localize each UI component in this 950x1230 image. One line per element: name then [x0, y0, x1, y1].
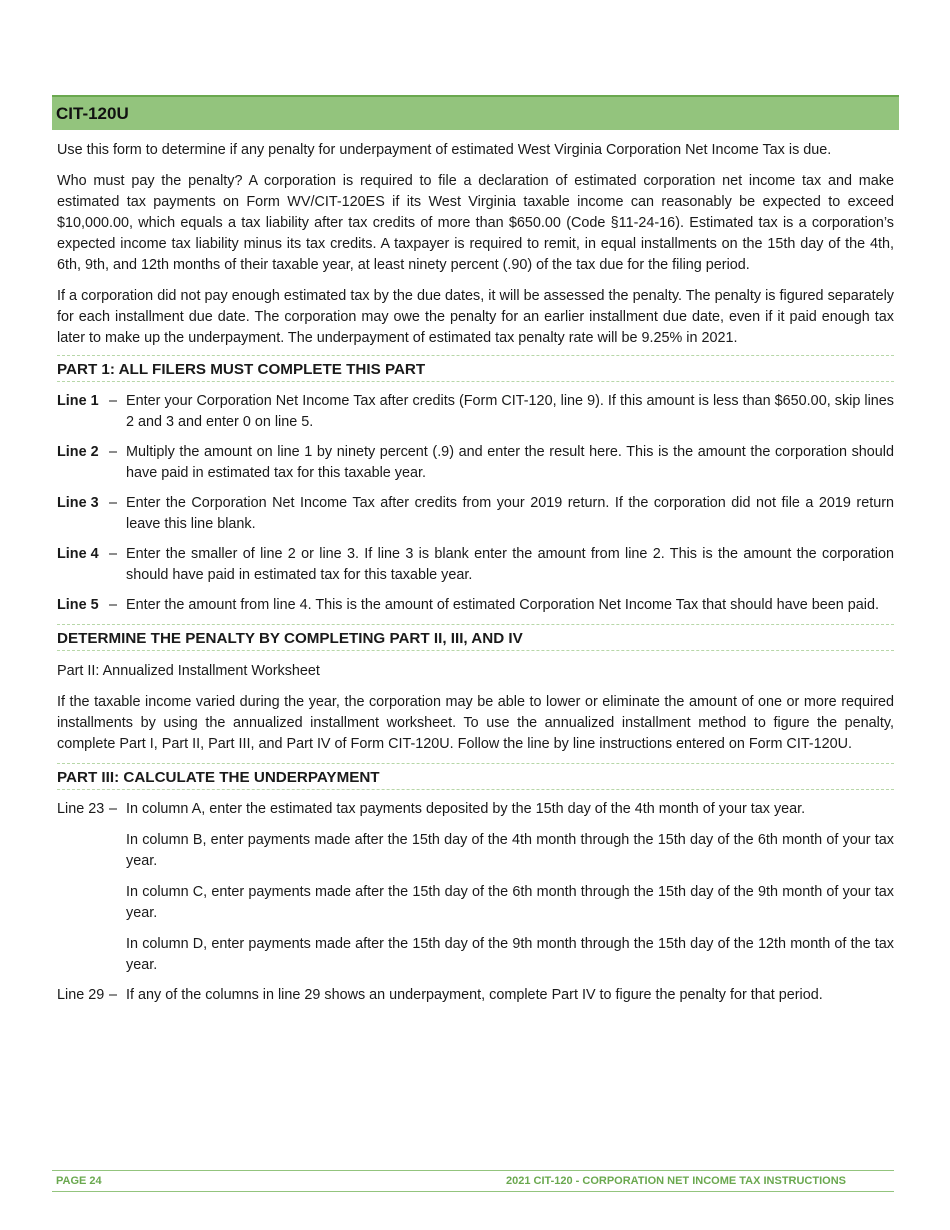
- dash: –: [109, 495, 118, 511]
- form-title-bar: [52, 95, 899, 130]
- dash: –: [109, 546, 118, 562]
- dash: –: [109, 444, 118, 460]
- intro-paragraph-2: Who must pay the penalty? A corporation is required to file a declaration of estimated corporation net income tax and make estimated tax payments on Form WV/CIT-120ES if its West Virginia taxable income can reasonably be expected to exceed $10,000.00, which equals a tax liability after tax credits of more than $650.00 (Code §11-24-16). Estimated tax is a corporation’s expected income tax liability minus its tax credits. A taxpayer is required to remit, in equal installments on the 15th day of the 4th, 6th, 9th, and 12th months of their taxable year, at least ninety percent (.90) of the tax due for the filing period.: [57, 173, 894, 273]
- line-label: Line 29: [57, 987, 105, 1003]
- page-footer: [52, 1170, 894, 1192]
- line-item-29: [57, 985, 894, 1006]
- part3-heading: PART III: CALCULATE THE UNDERPAYMENT: [57, 763, 894, 790]
- dash: –: [109, 801, 118, 817]
- line-item: [57, 493, 894, 535]
- line-text: Enter the Corporation Net Income Tax after credits from your 2019 return. If the corporation did not file a 2019 return leave this line blank.: [126, 495, 894, 532]
- line-label: Line 5: [57, 597, 99, 613]
- part1-heading: PART 1: ALL FILERS MUST COMPLETE THIS PART: [57, 355, 894, 382]
- line-item: [57, 595, 894, 616]
- intro-paragraph-1: Use this form to determine if any penalty for underpayment of estimated West Virginia Corporation Net Income Tax is due.: [57, 142, 832, 158]
- part2-subheading: Part II: Annualized Installment Worksheet: [57, 663, 320, 679]
- line-label: Line 2: [57, 444, 99, 460]
- document-page: [52, 95, 899, 1006]
- intro-paragraph-3: If a corporation did not pay enough estimated tax by the due dates, it will be assessed the penalty. The penalty is figured separately for each installment due date. The corporation may owe the penalty for an earlier installment due date, even if it paid enough tax later to make up the underpayment. The underpayment of estimated tax penalty rate will be 9.25% in 2021.: [57, 288, 894, 346]
- penalty-heading: DETERMINE THE PENALTY BY COMPLETING PART II, III, AND IV: [57, 624, 894, 651]
- line23-column-b: In column B, enter payments made after the 15th day of the 4th month through the 15th day of the 6th month of your tax year.: [126, 832, 894, 869]
- line-text: Enter the smaller of line 2 or line 3. If line 3 is blank enter the amount from line 2. This is the amount the corporation should have paid in estimated tax for this taxable year.: [126, 546, 894, 583]
- page-number: PAGE 24: [56, 1175, 102, 1187]
- dash: –: [109, 987, 118, 1003]
- line-text: Multiply the amount on line 1 by ninety percent (.9) and enter the result here. This is the amount the corporation should have paid in estimated tax for this taxable year.: [126, 444, 894, 481]
- line-label: Line 3: [57, 495, 99, 511]
- line-label: Line 1: [57, 393, 99, 409]
- dash: –: [109, 393, 118, 409]
- line-text: Enter your Corporation Net Income Tax after credits (Form CIT-120, line 9). If this amount is less than $650.00, skip lines 2 and 3 and enter 0 on line 5.: [126, 393, 894, 430]
- line-item: [57, 442, 894, 484]
- line-item: [57, 544, 894, 586]
- document-content: [52, 140, 899, 1006]
- footer-document-title: 2021 CIT-120 - CORPORATION NET INCOME TAX INSTRUCTIONS: [505, 1175, 846, 1187]
- line-text: If any of the columns in line 29 shows an underpayment, complete Part IV to figure the penalty for that period.: [126, 987, 823, 1003]
- line-text: Enter the amount from line 4. This is the amount of estimated Corporation Net Income Tax that should have been paid.: [126, 597, 880, 613]
- line-item-23: [57, 799, 894, 820]
- part2-paragraph: If the taxable income varied during the year, the corporation may be able to lower or eliminate the amount of one or more required installments by using the annualized installment worksheet. To use the annualized installment method to figure the penalty, complete Part I, Part II, Part III, and Part IV of Form CIT-120U. Follow the line by line instructions entered on Form CIT-120U.: [57, 694, 894, 752]
- form-title: CIT-120U: [56, 103, 129, 123]
- line-item: [57, 391, 894, 433]
- line-label: Line 4: [57, 546, 99, 562]
- line23-column-c: In column C, enter payments made after the 15th day of the 6th month through the 15th day of the 9th month of your tax year.: [126, 884, 894, 921]
- line-label: Line 23: [57, 801, 105, 817]
- line23-column-d: In column D, enter payments made after the 15th day of the 9th month through the 15th day of the 12th month of the tax year.: [126, 936, 894, 973]
- line-text: In column A, enter the estimated tax payments deposited by the 15th day of the 4th month of your tax year.: [126, 801, 806, 817]
- dash: –: [109, 597, 118, 613]
